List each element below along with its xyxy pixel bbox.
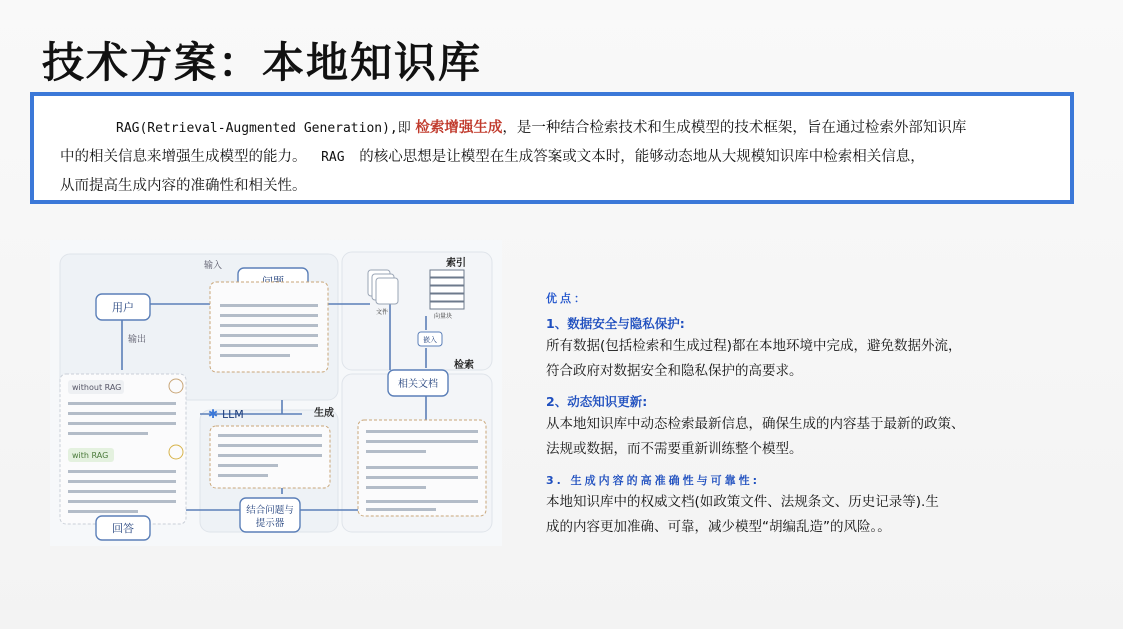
intro-line2-start: 中的相关信息来增强生成模型的能力。 [60, 149, 307, 165]
user-label: 用户 [112, 301, 134, 314]
svg-text:✱: ✱ [208, 407, 219, 421]
index-title: 索引 [446, 258, 466, 269]
output-label: 输出 [128, 335, 147, 345]
advantage-2-line: 从本地知识库中动态检索最新信息，确保生成的内容基于最新的政策、 [546, 416, 965, 432]
advantage-3-line: 成的内容更加准确、可靠，减少模型“胡编乱造”的风险。。 [546, 519, 891, 535]
intro-rag-term: RAG [321, 150, 345, 165]
intro-highlight: 检索增强生成 [415, 120, 503, 136]
intro-line1-rest: ，是一种结合检索技术和生成模型的技术框架，旨在通过检索外部知识库 [502, 120, 967, 136]
file-stack-icon [368, 270, 398, 304]
advantage-1-line: 符合政府对数据安全和隐私保护的高要求。 [546, 363, 803, 379]
llm-label: LLM [222, 408, 244, 421]
vector-label: 向量块 [434, 313, 453, 320]
advantage-1-body [546, 334, 1006, 384]
llm-icon [208, 407, 218, 421]
answer-label: 回答 [112, 522, 134, 535]
combine-line1: 结合问题与 [246, 505, 294, 516]
combine-line2: 提示器 [255, 518, 285, 529]
vector-chunks-icon [430, 270, 464, 309]
intro-box [30, 92, 1074, 204]
advantage-2-body [546, 412, 1006, 462]
advantage-2-title: 2、动态知识更新: [546, 394, 648, 409]
with-rag-label: with RAG [72, 451, 109, 460]
rag-diagram [50, 240, 502, 546]
index-panel [342, 252, 492, 370]
embed-label: 嵌入 [423, 336, 437, 344]
advantage-1-title: 1、数据安全与隐私保护: [546, 316, 685, 331]
without-rag-label: without RAG [72, 383, 122, 392]
advantage-1-line: 所有数据(包括检索和生成过程)都在本地环境中完成，避免数据外流， [546, 338, 962, 354]
input-label: 输入 [204, 261, 223, 271]
intro-rag-definition: RAG(Retrieval-Augmented Generation),即 [116, 121, 411, 136]
intro-line3: 从而提高生成内容的准确性和相关性。 [60, 178, 307, 194]
page-title: 技术方案：本地知识库 [42, 38, 483, 87]
advantages-heading: 优点： [546, 292, 588, 305]
advantage-3-body [546, 490, 1006, 540]
advantages-section [546, 290, 1006, 540]
intro-text [60, 114, 1050, 201]
advantage-3-line: 本地知识库中的权威文档(如政策文件、法规条文、历史记录等).生 [546, 494, 939, 510]
advantage-2-line: 法规或数据，而不需要重新训练整个模型。 [546, 441, 803, 457]
intro-line2-rest: 的核心思想是让模型在生成答案或文本时，能够动态地从大规模知识库中检索相关信息， [359, 149, 925, 165]
retrieval-title: 检索 [454, 360, 474, 371]
file-label: 文件 [376, 309, 389, 316]
related-docs-label: 相关文档 [398, 379, 438, 390]
advantage-3-title: 3. 生成内容的高准确性与可靠性: [546, 474, 761, 487]
generation-title: 生成 [314, 408, 334, 419]
